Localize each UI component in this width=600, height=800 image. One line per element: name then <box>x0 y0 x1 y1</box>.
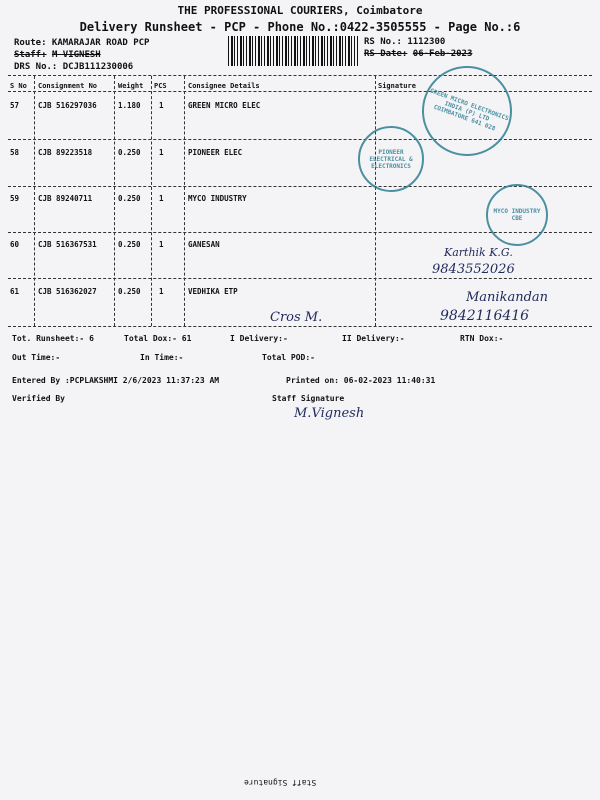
receiver-name: Manikandan <box>466 290 549 305</box>
row-consignee: VEDHIKA ETP <box>188 287 238 296</box>
row-divider <box>8 139 592 140</box>
handwritten-note: Cros M. <box>270 310 323 325</box>
row-weight: 1.180 <box>118 101 141 110</box>
row-weight: 0.250 <box>118 194 141 203</box>
company-stamp: GREEN MICRO ELECTRONICS INDIA (P) LTD COIMBATORE 641 028 <box>409 53 524 168</box>
staff-signature-label: Staff Signature <box>272 394 345 403</box>
staff-value: M VIGNESH <box>51 50 101 60</box>
table-top-rule <box>8 75 592 76</box>
rtn-dox: RTN Dox:- <box>460 334 504 343</box>
row-pcs: 1 <box>159 240 164 249</box>
row-consignment: CJB 516367531 <box>38 240 97 249</box>
row-sno: 60 <box>10 240 20 249</box>
row-weight: 0.250 <box>118 240 141 249</box>
col-header-weight: Weight <box>118 82 144 90</box>
col-divider <box>375 76 376 326</box>
table-bottom-rule <box>8 326 592 327</box>
total-runsheet: Tot. Runsheet:- 6 <box>12 334 94 343</box>
row-pcs: 1 <box>159 287 164 296</box>
total-dox: Total Dox:- 61 <box>124 334 192 343</box>
route-label: Route: KAMARAJAR ROAD PCP <box>14 38 150 48</box>
runsheet-title: Delivery Runsheet - PCP - Phone No.:0422-3505555 - Page No.:6 <box>79 20 521 34</box>
col-header-consignment: Consignment No <box>38 82 98 90</box>
staff-signature: M.Vignesh <box>294 406 365 421</box>
col-header-consignee: Consignee Details <box>188 82 260 90</box>
row-consignment: CJB 89223518 <box>38 148 93 157</box>
row-weight: 0.250 <box>118 148 141 157</box>
row-consignment: CJB 516297036 <box>38 101 97 110</box>
row-sno: 59 <box>10 194 20 203</box>
row-sno: 57 <box>10 101 20 110</box>
receiver-phone: 9843552026 <box>432 262 515 277</box>
total-pod: Total POD:- <box>262 353 315 362</box>
entered-by: Entered By :PCPLAKSHMI 2/6/2023 11:37:23 AM <box>12 376 220 385</box>
staff-label: Staff: <box>14 50 47 60</box>
col-header-sno: S No <box>10 82 27 90</box>
rs-date-label: RS Date: <box>364 49 408 59</box>
receiver-phone: 9842116416 <box>440 308 530 324</box>
row-consignee: PIONEER ELEC <box>188 148 243 157</box>
col-divider <box>184 76 185 326</box>
out-time: Out Time:- <box>12 353 61 362</box>
row-weight: 0.250 <box>118 287 141 296</box>
staff-row <box>14 50 101 60</box>
company-stamp: MYCO INDUSTRY CBE <box>486 184 548 246</box>
row-sno: 61 <box>10 287 20 296</box>
ii-delivery: II Delivery:- <box>342 334 405 343</box>
company-stamp: PIONEER ELECTRICAL & ELECTRONICS <box>358 126 424 192</box>
row-sno: 58 <box>10 148 20 157</box>
barcode <box>228 36 358 66</box>
row-consignee: GREEN MICRO ELEC <box>188 101 261 110</box>
row-consignment: CJB 516362027 <box>38 287 97 296</box>
rs-date-value: 06-Feb-2023 <box>412 49 473 59</box>
col-divider <box>151 76 152 326</box>
col-divider <box>34 76 35 326</box>
verified-by: Verified By <box>12 394 65 403</box>
row-consignee: MYCO INDUSTRY <box>188 194 247 203</box>
printed-on: Printed on: 06-02-2023 11:40:31 <box>286 376 436 385</box>
row-consignee: GANESAN <box>188 240 220 249</box>
drs-number: DRS No.: DCJB111230006 <box>14 62 134 72</box>
rs-date-row <box>364 49 472 59</box>
col-header-pcs: PCS <box>154 82 167 90</box>
company-title: THE PROFESSIONAL COURIERS, Coimbatore <box>177 4 423 17</box>
mirrored-staff-signature: Staff Signature <box>244 778 317 787</box>
i-delivery: I Delivery:- <box>230 334 288 343</box>
row-pcs: 1 <box>159 101 164 110</box>
row-divider <box>8 278 592 279</box>
in-time: In Time:- <box>140 353 184 362</box>
row-pcs: 1 <box>159 148 164 157</box>
col-divider <box>114 76 115 326</box>
row-pcs: 1 <box>159 194 164 203</box>
receiver-name: Karthik K.G. <box>444 246 513 259</box>
row-consignment: CJB 89240711 <box>38 194 93 203</box>
col-header-signature: Signature <box>378 82 416 90</box>
rs-number: RS No.: 1112300 <box>364 37 446 47</box>
